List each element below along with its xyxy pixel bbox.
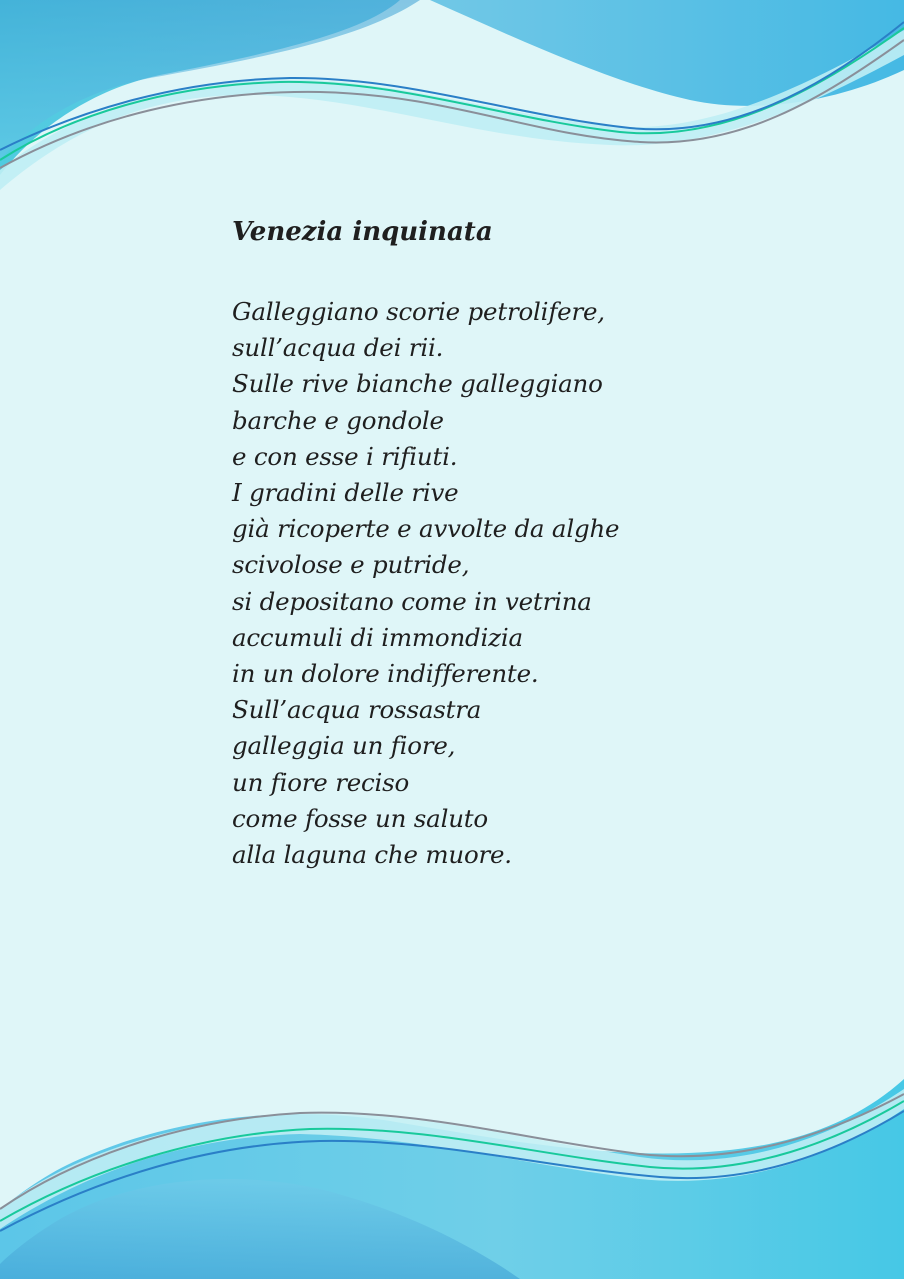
poem-line: accumuli di immondizia xyxy=(232,622,523,652)
bottom-wave-decoration xyxy=(0,1059,904,1279)
top-wave-highlight xyxy=(0,30,904,190)
bottom-wave-line-green xyxy=(0,1101,904,1221)
poem-lines xyxy=(232,294,792,873)
poem-line: come fosse un saluto xyxy=(232,803,488,833)
poem-line: già ricoperte e avvolte da alghe xyxy=(232,514,620,544)
poem-line: sull’acqua dei rii. xyxy=(232,333,444,363)
poem-line: Sull’acqua rossastra xyxy=(232,695,482,725)
poem-line: barche e gondole xyxy=(232,405,444,435)
poem-line: Sulle rive bianche galleggiano xyxy=(232,369,603,399)
poem xyxy=(232,212,792,873)
poem-line: Galleggiano scorie petrolifere, xyxy=(232,297,605,326)
poem-line: I gradini delle rive xyxy=(232,478,459,508)
poem-line: alla laguna che muore. xyxy=(232,840,512,870)
poem-line: scivolose e putride, xyxy=(232,550,470,580)
bottom-wave-fill xyxy=(0,1079,904,1279)
poem-line: in un dolore indifferente. xyxy=(232,659,539,689)
poem-line: un fiore reciso xyxy=(232,767,410,797)
top-wave-line-blue xyxy=(0,22,904,150)
top-wave-fill xyxy=(0,0,904,175)
poem-line: si depositano come in vetrina xyxy=(232,586,592,616)
top-wave-deep xyxy=(0,0,420,160)
bottom-wave-highlight xyxy=(0,1089,904,1229)
poem-line: e con esse i rifiuti. xyxy=(232,441,458,471)
top-wave-line-green xyxy=(0,28,904,160)
top-wave-line-gray xyxy=(0,40,904,168)
bottom-wave-line-gray xyxy=(0,1094,904,1209)
poem-line: galleggia un fiore, xyxy=(232,731,456,761)
top-wave-decoration xyxy=(0,0,904,230)
bottom-wave-deep xyxy=(0,1179,520,1279)
poem-title: Venezia inquinata xyxy=(232,217,493,247)
bottom-wave-line-blue xyxy=(0,1111,904,1231)
